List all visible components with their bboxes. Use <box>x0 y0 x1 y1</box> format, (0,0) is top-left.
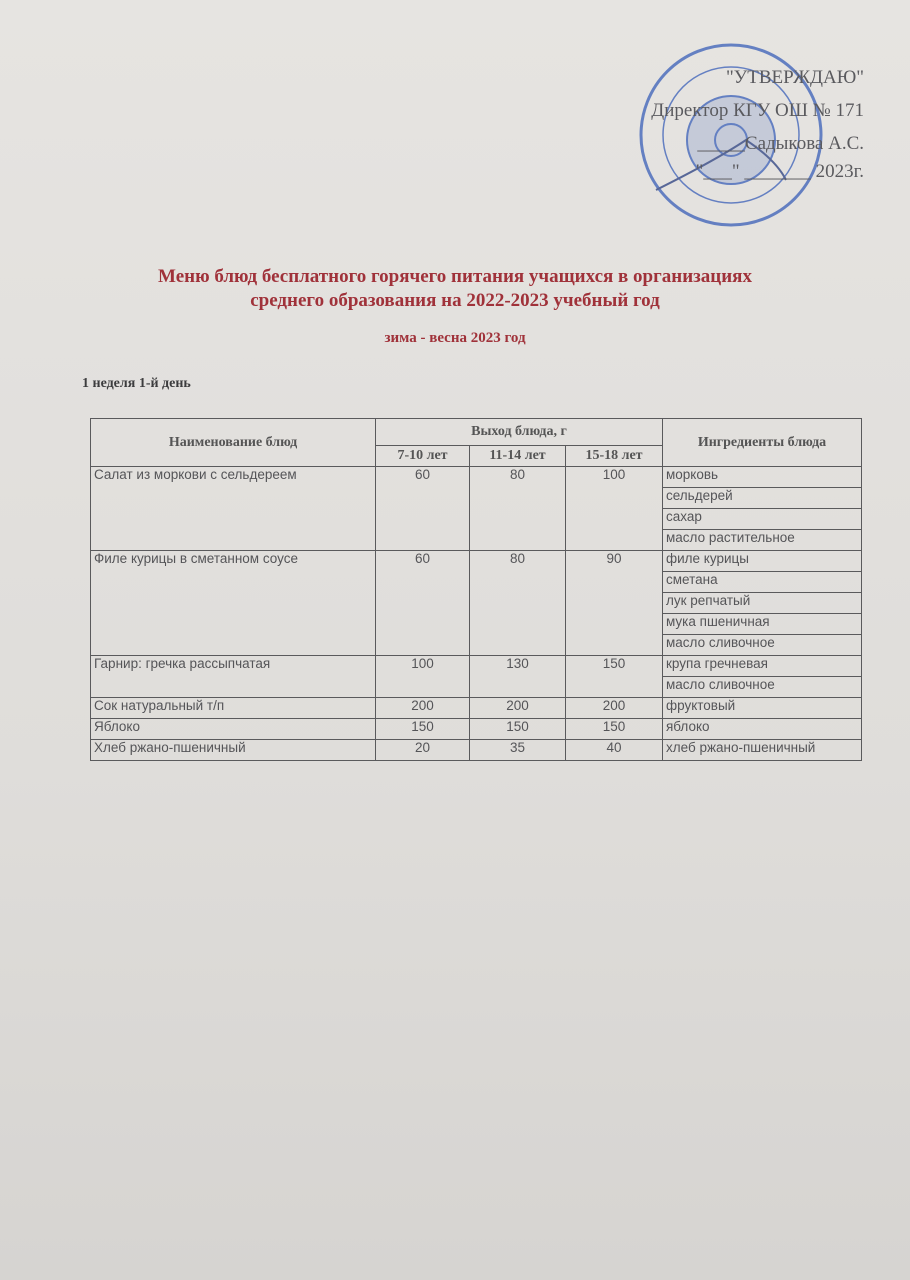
table-row <box>91 551 862 572</box>
approval-title: "УТВЕРЖДАЮ" <box>726 67 864 88</box>
header-age: 11-14 лет <box>470 446 566 467</box>
approval-date: "___" _______ 2023г. <box>695 161 864 182</box>
yield-value: 60 <box>376 551 470 656</box>
header-age: 15-18 лет <box>566 446 663 467</box>
yield-value: 150 <box>566 719 663 740</box>
table-row <box>91 467 862 488</box>
yield-value: 90 <box>566 551 663 656</box>
table-row <box>91 656 862 677</box>
yield-value: 200 <box>376 698 470 719</box>
dish-name: Салат из моркови с сельдереем <box>91 467 376 551</box>
yield-value: 200 <box>470 698 566 719</box>
yield-value: 60 <box>376 467 470 551</box>
day-label: 1 неделя 1-й день <box>82 376 191 391</box>
yield-value: 150 <box>376 719 470 740</box>
approval-position: Директор КГУ ОШ № 171 <box>651 100 864 121</box>
yield-value: 35 <box>470 740 566 761</box>
ingredient: мука пшеничная <box>663 614 862 635</box>
ingredient: крупа гречневая <box>663 656 862 677</box>
ingredient: масло сливочное <box>663 635 862 656</box>
header-yield: Выход блюда, г <box>376 419 663 446</box>
season-subtitle: зима - весна 2023 год <box>384 330 526 346</box>
table-row <box>91 740 862 761</box>
dish-name: Гарнир: гречка рассыпчатая <box>91 656 376 698</box>
ingredient: сельдерей <box>663 488 862 509</box>
ingredient: хлеб ржано-пшеничный <box>663 740 862 761</box>
title-line1: Меню блюд бесплатного горячего питания учащихся в организациях <box>158 266 752 287</box>
ingredient: фруктовый <box>663 698 862 719</box>
header-name: Наименование блюд <box>91 419 376 467</box>
yield-value: 80 <box>470 467 566 551</box>
yield-value: 150 <box>566 656 663 698</box>
yield-value: 20 <box>376 740 470 761</box>
dish-name: Хлеб ржано-пшеничный <box>91 740 376 761</box>
ingredient: лук репчатый <box>663 593 862 614</box>
header-ingredients: Ингредиенты блюда <box>663 419 862 467</box>
ingredient: масло сливочное <box>663 677 862 698</box>
menu-table <box>90 418 862 761</box>
ingredient: морковь <box>663 467 862 488</box>
yield-value: 130 <box>470 656 566 698</box>
yield-value: 150 <box>470 719 566 740</box>
yield-value: 100 <box>376 656 470 698</box>
ingredient: филе курицы <box>663 551 862 572</box>
yield-value: 200 <box>566 698 663 719</box>
dish-name: Яблоко <box>91 719 376 740</box>
table-row <box>91 698 862 719</box>
ingredient: сахар <box>663 509 862 530</box>
yield-value: 100 <box>566 467 663 551</box>
table-row <box>91 719 862 740</box>
ingredient: сметана <box>663 572 862 593</box>
dish-name: Филе курицы в сметанном соусе <box>91 551 376 656</box>
dish-name: Сок натуральный т/п <box>91 698 376 719</box>
header-age: 7-10 лет <box>376 446 470 467</box>
yield-value: 80 <box>470 551 566 656</box>
ingredient: масло растительное <box>663 530 862 551</box>
yield-value: 40 <box>566 740 663 761</box>
title-line2: среднего образования на 2022-2023 учебный год <box>250 290 660 311</box>
ingredient: яблоко <box>663 719 862 740</box>
approval-name: _____Садыкова А.С. <box>697 133 864 154</box>
document-title <box>0 265 910 313</box>
